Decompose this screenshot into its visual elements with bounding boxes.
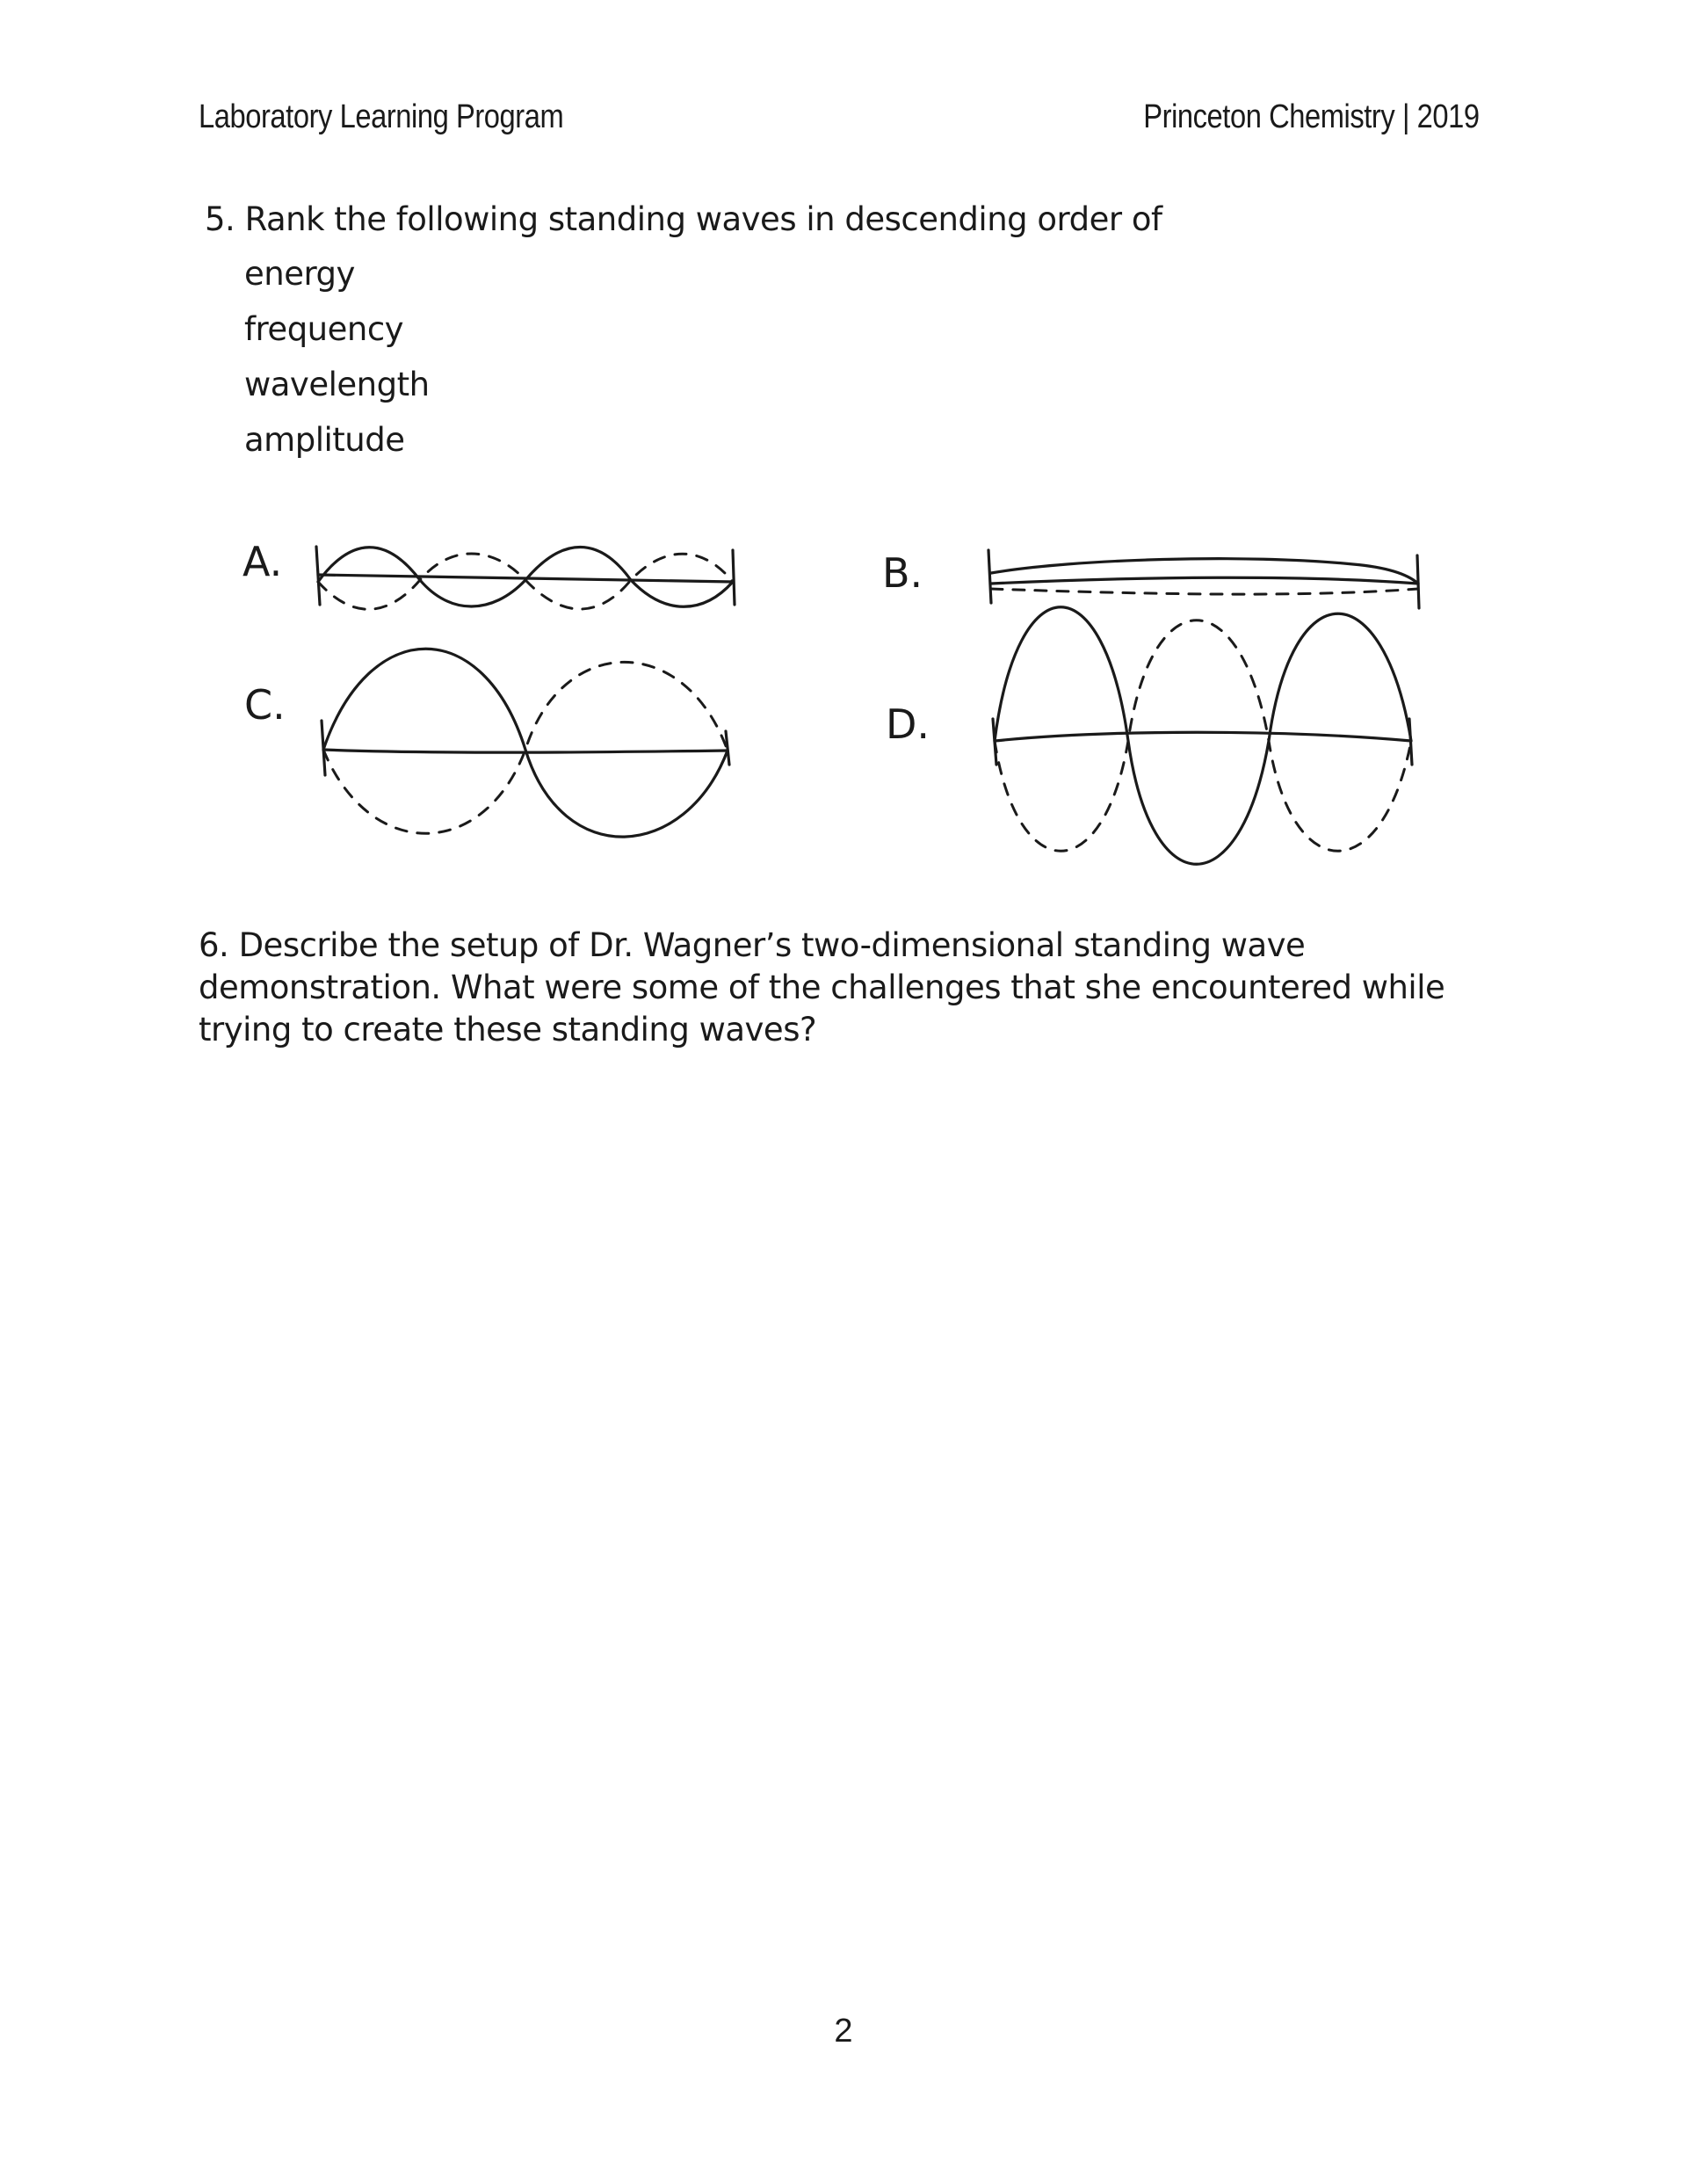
page-number: 2 (834, 2013, 853, 2050)
wave-a-boundary-right (733, 550, 735, 605)
wave-b-boundary-left (988, 550, 991, 603)
wave-b-boundary-right (1417, 555, 1419, 608)
wave-c-baseline (323, 750, 728, 752)
wave-a-solid-curve (318, 548, 733, 607)
criterion-wavelength: wavelength (244, 366, 430, 403)
ranking-criteria-list (244, 255, 430, 476)
header-course-year: Princeton Chemistry | 2019 (1143, 98, 1480, 135)
wave-d-baseline (995, 732, 1411, 741)
criterion-frequency: frequency (244, 310, 404, 348)
wave-a-baseline (318, 575, 733, 582)
wave-figure-a (243, 538, 735, 609)
figure-label-a: A. (243, 538, 283, 585)
wave-b-upper-line (991, 559, 1418, 584)
wave-figure-d (886, 607, 1412, 865)
wave-d-boundary-left (993, 719, 996, 765)
wave-d-boundary-right (1409, 719, 1412, 765)
wave-a-boundary-left (316, 547, 320, 605)
wave-c-boundary-right (726, 731, 729, 765)
wave-c-solid-curve (323, 649, 728, 837)
wave-c-boundary-left (322, 721, 325, 775)
criterion-amplitude: amplitude (244, 421, 405, 459)
question-5-prompt: 5. Rank the following standing waves in descending order of (205, 200, 1162, 238)
figure-label-d: D. (886, 700, 930, 748)
wave-a-dashed-curve (318, 554, 733, 609)
figure-label-b: B. (882, 549, 923, 597)
criterion-energy: energy (244, 255, 355, 293)
figure-label-c: C. (244, 681, 286, 729)
wave-d-dashed-curve (995, 620, 1411, 852)
wave-d-solid-curve (995, 607, 1411, 865)
wave-figure-b (882, 549, 1419, 608)
question-6-prompt: 6. Describe the setup of Dr. Wagner’s two-dimensional standing wave demonstration. What were some of the challenges that she encountered while trying to create these standing waves? (199, 926, 1445, 1048)
wave-c-dashed-curve (323, 662, 728, 833)
wave-b-dashed-line (991, 589, 1418, 594)
header-program-title: Laboratory Learning Program (199, 98, 564, 135)
wave-b-baseline (991, 577, 1418, 584)
wave-figure-c (244, 649, 729, 837)
